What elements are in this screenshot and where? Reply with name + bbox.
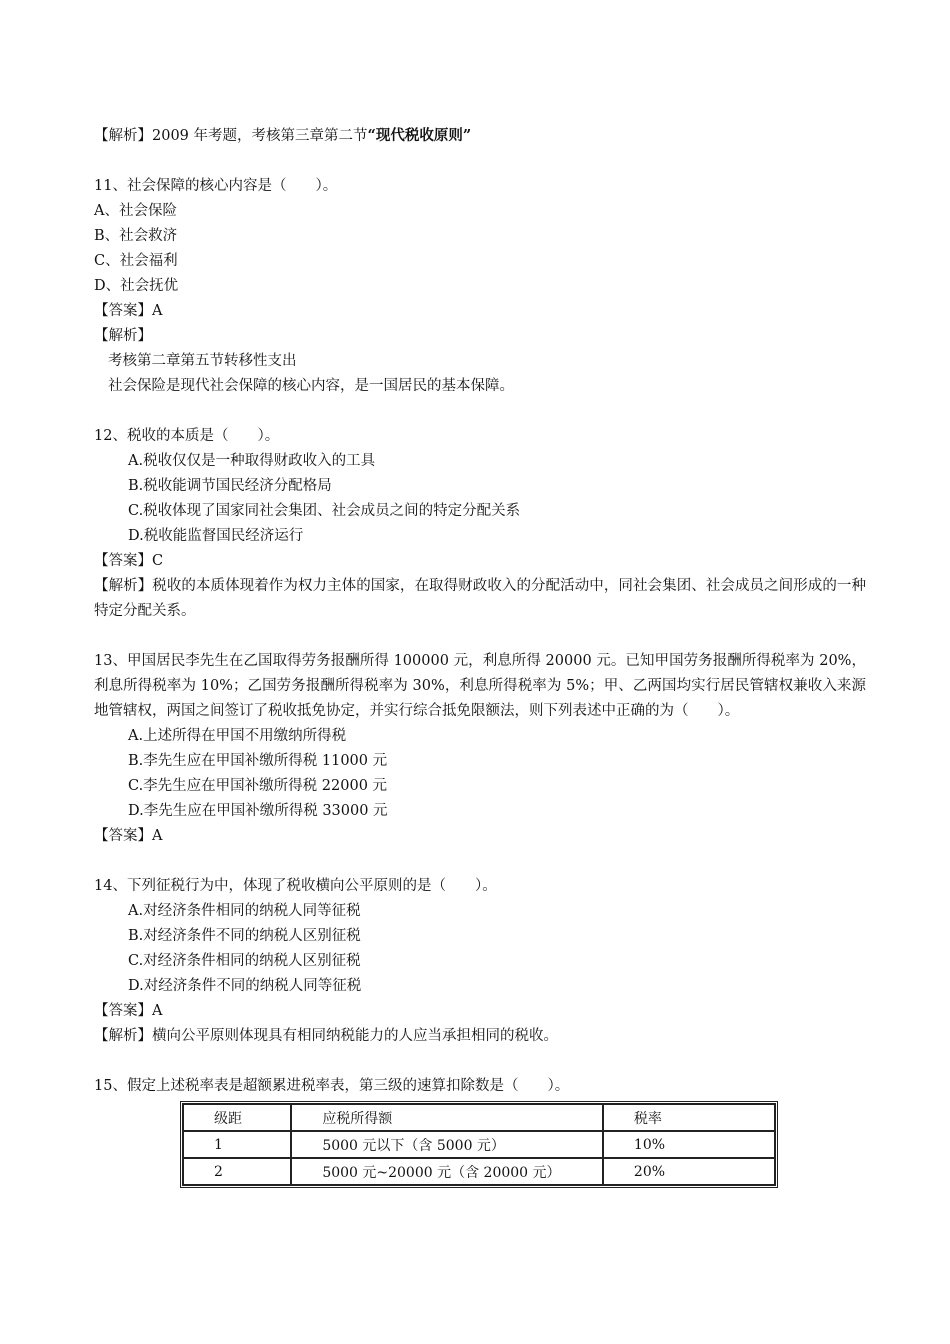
q12-question: 12、税收的本质是（ ）。 (94, 428, 280, 444)
table-header-row (183, 1104, 775, 1131)
q13-question: 13、甲国居民李先生在乙国取得劳务报酬所得 100000 元，利息所得 20000 元。已知甲国劳务报酬所得税率为 20%，利息所得税率为 10%；乙国劳务报酬所得税率为 30%，利息所得税率为 5%；甲、乙两国均实行居民管辖权兼收入来源地管辖权，两国之间签订了税收抵免协定，并实行综合抵免限额法，则下列表述中正确的为（ ）。 (94, 653, 866, 719)
document-page (94, 123, 866, 1188)
analysis-prev (94, 123, 866, 149)
q13-option-a: A.上述所得在甲国不用缴纳所得税 (128, 728, 347, 744)
table-cell-taxable-income: 5000 元以下（含 5000 元） (291, 1131, 603, 1158)
analysis-prev-text: 【解析】2009 年考题，考核第三章第二节 (94, 128, 368, 144)
table-cell-rate: 20% (603, 1158, 775, 1185)
q14-option-b: B.对经济条件不同的纳税人区别征税 (128, 928, 361, 944)
q11-option-c: C、社会福利 (94, 253, 178, 269)
q12-answer: 【答案】C (94, 553, 164, 569)
q14-option-c: C.对经济条件相同的纳税人区别征税 (128, 953, 361, 969)
table-row (183, 1158, 775, 1185)
tax-rate-table (180, 1101, 778, 1188)
q13-answer: 【答案】A (94, 828, 163, 844)
q15-question: 15、假定上述税率表是超额累进税率表，第三级的速算扣除数是（ ）。 (94, 1078, 570, 1094)
q14-option-a: A.对经济条件相同的纳税人同等征税 (128, 903, 361, 919)
q13-option-d: D.李先生应在甲国补缴所得税 33000 元 (128, 803, 388, 819)
table-header-taxable-income: 应税所得额 (291, 1104, 603, 1131)
q12-option-d: D.税收能监督国民经济运行 (128, 528, 304, 544)
q11-option-b: B、社会救济 (94, 228, 178, 244)
q14-option-d: D.对经济条件不同的纳税人同等征税 (128, 978, 362, 994)
q11-analysis-line-2: 社会保险是现代社会保障的核心内容，是一国居民的基本保障。 (108, 378, 514, 394)
q12-option-b: B.税收能调节国民经济分配格局 (128, 478, 332, 494)
table-cell-bracket: 1 (183, 1131, 291, 1158)
q11-question: 11、社会保障的核心内容是（ ）。 (94, 178, 338, 194)
analysis-prev-emphasis: “现代税收原则” (367, 127, 472, 144)
q11-option-a: A、社会保险 (94, 203, 177, 219)
q11-analysis-line-1: 考核第二章第五节转移性支出 (108, 353, 297, 369)
q11-analysis-head: 【解析】 (94, 328, 152, 344)
q12-option-c: C.税收体现了国家同社会集团、社会成员之间的特定分配关系 (128, 503, 521, 519)
table-header-bracket: 级距 (183, 1104, 291, 1131)
table-cell-rate: 10% (603, 1131, 775, 1158)
q13-option-b: B.李先生应在甲国补缴所得税 11000 元 (128, 753, 388, 769)
table-row (183, 1131, 775, 1158)
q12-analysis: 【解析】税收的本质体现着作为权力主体的国家，在取得财政收入的分配活动中，同社会集团、社会成员之间形成的一种特定分配关系。 (94, 578, 866, 619)
q14-answer: 【答案】A (94, 1003, 163, 1019)
q14-analysis: 【解析】横向公平原则体现具有相同纳税能力的人应当承担相同的税收。 (94, 1028, 558, 1044)
q11-option-d: D、社会抚优 (94, 278, 179, 294)
q12-option-a: A.税收仅仅是一种取得财政收入的工具 (128, 453, 376, 469)
table-cell-taxable-income: 5000 元~20000 元（含 20000 元） (291, 1158, 603, 1185)
table-cell-bracket: 2 (183, 1158, 291, 1185)
table-header-rate: 税率 (603, 1104, 775, 1131)
q11-answer: 【答案】A (94, 303, 163, 319)
q13-option-c: C.李先生应在甲国补缴所得税 22000 元 (128, 778, 388, 794)
q14-question: 14、下列征税行为中，体现了税收横向公平原则的是（ ）。 (94, 878, 497, 894)
